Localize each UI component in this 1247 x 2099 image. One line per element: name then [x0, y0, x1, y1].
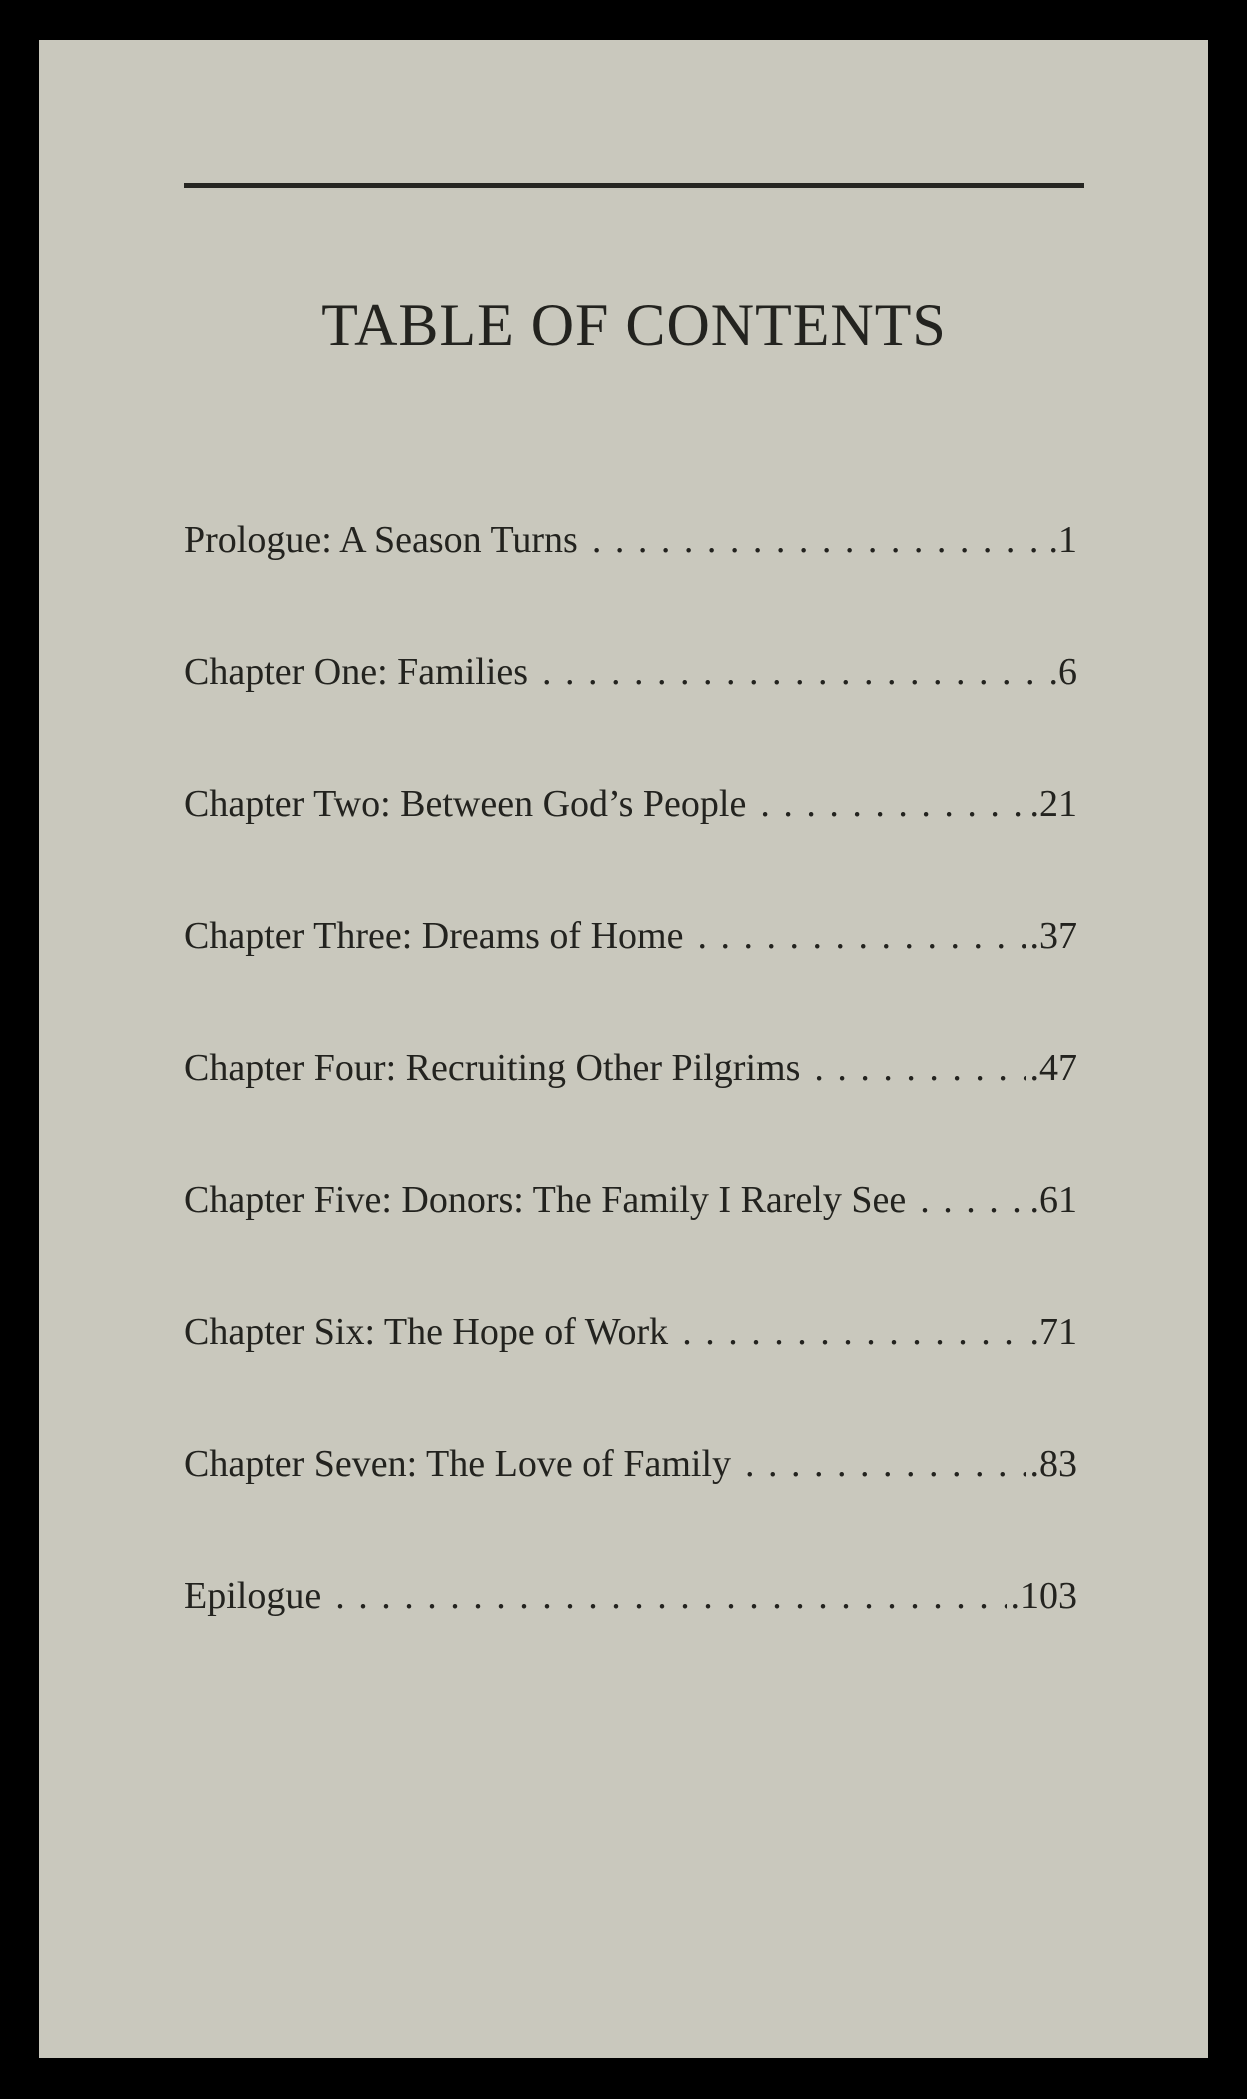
dot-leader	[697, 908, 1025, 964]
dot-leader	[814, 1040, 1025, 1096]
page-title: TABLE OF CONTENTS	[321, 292, 947, 358]
document-page	[39, 40, 1208, 2058]
toc-entry-chapter-four	[184, 1040, 1077, 1172]
toc-entry-prologue	[184, 512, 1077, 644]
table-of-contents	[184, 512, 1077, 1700]
toc-entry-page: .71	[1029, 1311, 1077, 1353]
toc-entry-chapter-one	[184, 644, 1077, 776]
dot-leader	[682, 1304, 1025, 1360]
toc-entry-label: Chapter Five: Donors: The Family I Rarely See	[184, 1179, 907, 1221]
toc-entry-chapter-seven	[184, 1436, 1077, 1568]
dot-leader	[542, 644, 1044, 700]
toc-entry-label: Chapter Three: Dreams of Home	[184, 915, 684, 957]
toc-entry-page: .61	[1029, 1179, 1077, 1221]
toc-entry-label: Epilogue	[184, 1575, 322, 1617]
toc-entry-page: .103	[1010, 1575, 1077, 1617]
top-rule	[184, 183, 1084, 188]
dot-leader	[760, 776, 1025, 832]
toc-entry-label: Prologue: A Season Turns	[184, 519, 578, 561]
toc-entry-chapter-six	[184, 1304, 1077, 1436]
toc-entry-page: .6	[1048, 651, 1077, 693]
toc-entry-epilogue	[184, 1568, 1077, 1700]
toc-entry-label: Chapter Six: The Hope of Work	[184, 1311, 669, 1353]
toc-entry-chapter-three	[184, 908, 1077, 1040]
toc-entry-label: Chapter Four: Recruiting Other Pilgrims	[184, 1047, 801, 1089]
toc-entry-chapter-five	[184, 1172, 1077, 1304]
dot-leader	[745, 1436, 1025, 1492]
toc-entry-label: Chapter Two: Between God’s People	[184, 783, 747, 825]
toc-entry-chapter-two	[184, 776, 1077, 908]
dot-leader	[592, 512, 1045, 568]
toc-entry-page: .37	[1029, 915, 1077, 957]
dot-leader	[920, 1172, 1025, 1228]
dot-leader	[335, 1568, 1006, 1624]
toc-entry-page: .21	[1029, 783, 1077, 825]
toc-entry-label: Chapter One: Families	[184, 651, 529, 693]
toc-entry-page: .47	[1029, 1047, 1077, 1089]
toc-entry-page: .83	[1029, 1443, 1077, 1485]
toc-entry-page: .1	[1048, 519, 1077, 561]
toc-entry-label: Chapter Seven: The Love of Family	[184, 1443, 732, 1485]
